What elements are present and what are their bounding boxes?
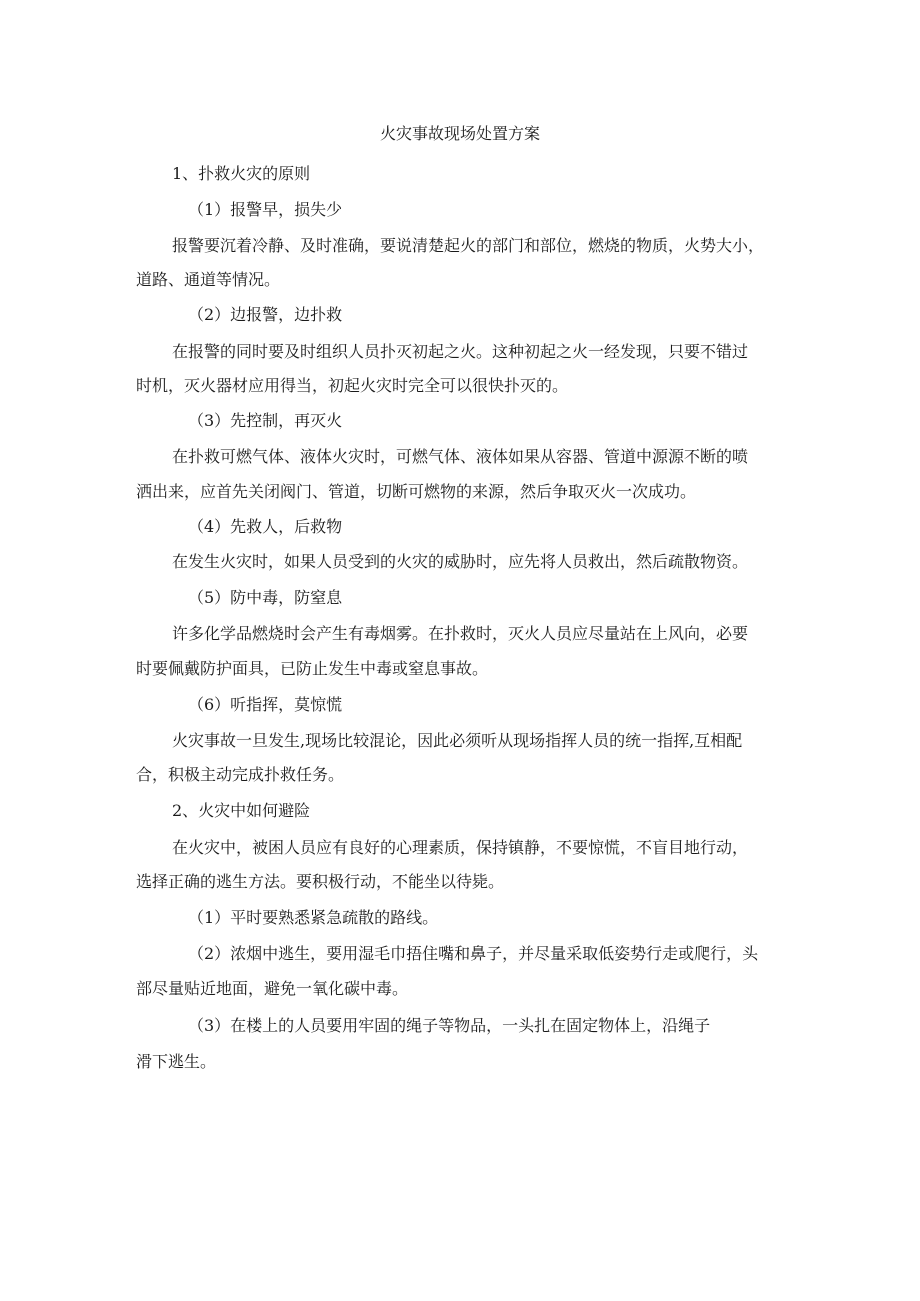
- paragraph-line: 选择正确的逃生方法。要积极行动，不能坐以待毙。: [136, 872, 505, 891]
- paragraph-line: 滑下逃生。: [136, 1052, 217, 1071]
- paragraph-line: 在发生火灾时，如果人员受到的火灾的威胁时，应先将人员救出，然后疏散物资。: [172, 552, 749, 571]
- subheading-1-3: （3）先控制，再灭火: [188, 411, 343, 430]
- paragraph-line: 在火灾中，被困人员应有良好的心理素质，保持镇静，不要惊慌，不盲目地行动，: [172, 838, 749, 857]
- subheading-2-2: （2）浓烟中逃生，要用湿毛巾捂住嘴和鼻子，并尽量采取低姿势行走或爬行，头: [188, 944, 759, 963]
- paragraph-line: 火灾事故一旦发生,现场比较混论，因此必须听从现场指挥人员的统一指挥,互相配: [172, 731, 743, 750]
- paragraph-line: 部尽量贴近地面，避免一氧化碳中毒。: [136, 979, 409, 998]
- section-heading-1: 1、扑救火灾的原则: [172, 164, 311, 183]
- paragraph-line: 时要佩戴防护面具，已防止发生中毒或窒息事故。: [136, 659, 489, 678]
- subheading-1-1: （1）报警早，损失少: [188, 200, 343, 219]
- paragraph-line: 时机，灭火器材应用得当，初起火灾时完全可以很快扑灭的。: [136, 376, 569, 395]
- document-title: 火灾事故现场处置方案: [379, 124, 540, 143]
- paragraph-line: 在报警的同时要及时组织人员扑灭初起之火。这种初起之火一经发现，只要不错过: [172, 342, 749, 361]
- subheading-1-2: （2）边报警，边扑救: [188, 305, 343, 324]
- paragraph-line: 道路、通道等情况。: [136, 270, 281, 289]
- paragraph-line: 许多化学品燃烧时会产生有毒烟雾。在扑救时，灭火人员应尽量站在上风向，必要: [172, 624, 749, 643]
- subheading-2-1: （1）平时要熟悉紧急疏散的路线。: [188, 908, 439, 927]
- paragraph-line: 在扑救可燃气体、液体火灾时，可燃气体、液体如果从容器、管道中源源不断的喷: [172, 447, 749, 466]
- subheading-1-6: （6）听指挥，莫惊慌: [188, 695, 343, 714]
- subheading-1-4: （4）先救人，后救物: [188, 517, 343, 536]
- paragraph-line: 合，积极主动完成扑救任务。: [136, 765, 345, 784]
- subheading-1-5: （5）防中毒，防窒息: [188, 588, 343, 607]
- paragraph-line: 报警要沉着冷静、及时准确，要说清楚起火的部门和部位，燃烧的物质，火势大小，: [172, 236, 765, 255]
- subheading-2-3: （3）在楼上的人员要用牢固的绳子等物品，一头扎在固定物体上，沿绳子: [188, 1016, 711, 1035]
- paragraph-line: 洒出来，应首先关闭阀门、管道，切断可燃物的来源，然后争取灭火一次成功。: [136, 482, 697, 501]
- section-heading-2: 2、火灾中如何避险: [172, 801, 311, 820]
